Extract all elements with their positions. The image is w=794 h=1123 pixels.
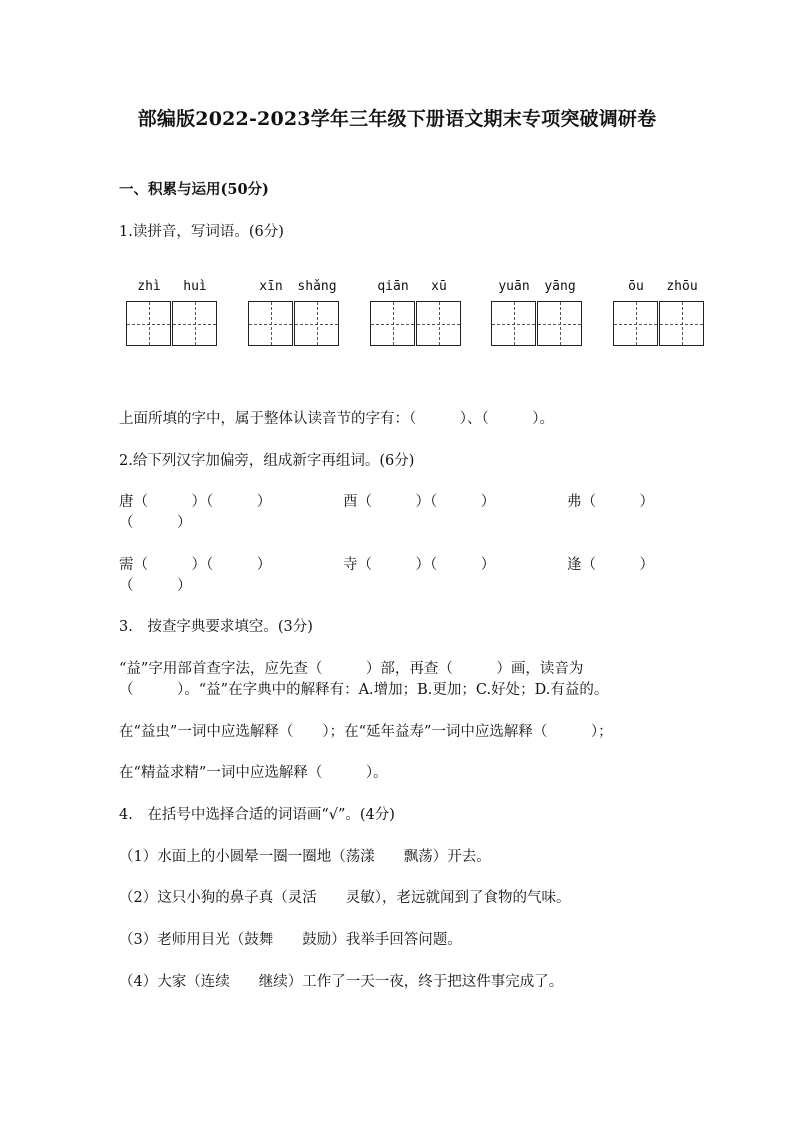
radical-item-wrap: （ ）	[119, 515, 192, 531]
writing-box[interactable]	[613, 301, 658, 346]
question-1-followup: 上面所填的字中，属于整体认读音节的字有：（ ）、（ ）。	[119, 411, 554, 427]
question-3-line: “益”字用部首查字法，应先查（ ）部，再查（ ）画，读音为	[119, 661, 584, 677]
question-3-line: （ ）。“益”在字典中的解释有：A.增加；B.更加；C.好处；D.有益的。	[119, 682, 609, 698]
pinyin-label: xū	[431, 279, 447, 294]
pinyin-label: qiān	[377, 279, 409, 294]
pinyin-label: zhì	[137, 279, 161, 294]
pinyin-label: yuān	[498, 279, 530, 294]
question-3-line: 在“精益求精”一词中应选解释（ ）。	[119, 765, 388, 781]
radical-item: 逢（ ）	[567, 557, 654, 573]
writing-box[interactable]	[172, 301, 217, 346]
radical-item: 需（ ）（ ）	[119, 557, 272, 573]
writing-box[interactable]	[416, 301, 461, 346]
writing-box[interactable]	[537, 301, 582, 346]
pinyin-label: huì	[183, 279, 207, 294]
pinyin-group-2	[248, 279, 340, 349]
pinyin-group-5	[613, 279, 705, 349]
question-4-item: （2）这只小狗的鼻子真（灵活 灵敏），老远就闻到了食物的气味。	[119, 890, 571, 906]
radical-item: 酉（ ）（ ）	[343, 494, 496, 510]
section-heading: 一、积累与运用(50分)	[119, 181, 269, 198]
pinyin-label: yāng	[544, 279, 576, 294]
radical-item: 唐（ ）（ ）	[119, 494, 272, 510]
pinyin-group-1	[126, 279, 218, 349]
radical-item-wrap: （ ）	[119, 578, 192, 594]
writing-box[interactable]	[370, 301, 415, 346]
question-4-item: （3）老师用目光（鼓舞 鼓励）我举手回答问题。	[119, 932, 462, 948]
pinyin-label: zhōu	[666, 279, 698, 294]
writing-box[interactable]	[248, 301, 293, 346]
pinyin-label: xīn	[259, 279, 283, 294]
pinyin-label: ōu	[628, 279, 644, 294]
writing-box[interactable]	[126, 301, 171, 346]
question-3-heading: 3. 按查字典要求填空。(3分)	[119, 619, 313, 635]
question-3-line: 在“益虫”一词中应选解释（ ）；在“延年益寿”一词中应选解释（ ）；	[119, 724, 613, 740]
question-4-heading: 4. 在括号中选择合适的词语画“√”。(4分)	[119, 807, 395, 823]
question-4-item: （4）大家（连续 继续）工作了一天一夜，终于把这件事完成了。	[119, 974, 564, 990]
radical-item: 寺（ ）（ ）	[343, 557, 496, 573]
writing-box[interactable]	[491, 301, 536, 346]
question-1-heading: 1.读拼音，写词语。(6分)	[119, 224, 284, 240]
pinyin-label: shǎng	[297, 279, 337, 294]
writing-box[interactable]	[659, 301, 704, 346]
pinyin-group-4	[491, 279, 583, 349]
question-2-heading: 2.给下列汉字加偏旁，组成新字再组词。(6分)	[119, 453, 415, 469]
page-title: 部编版2022-2023学年三年级下册语文期末专项突破调研卷	[137, 108, 657, 130]
question-4-item: （1）水面上的小圆晕一圈一圈地（荡漾 飘荡）开去。	[119, 849, 491, 865]
pinyin-group-3	[370, 279, 462, 349]
radical-item: 弗（ ）	[567, 494, 654, 510]
writing-box[interactable]	[294, 301, 339, 346]
